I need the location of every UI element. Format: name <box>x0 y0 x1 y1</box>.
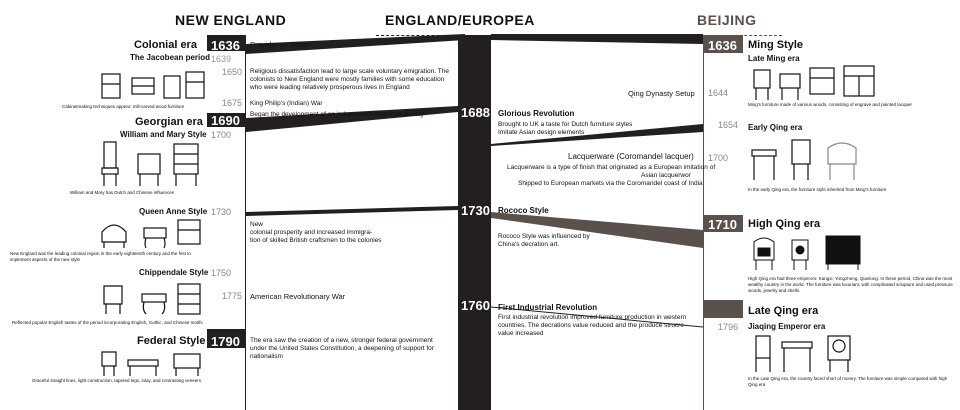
ne-event-revolution: American Revolutionary War <box>250 292 346 301</box>
ne-year-1639: 1639 <box>211 54 232 64</box>
ne-cap-federal: Graceful straight lines, light construction, tapered legs, inlay, and contrasting veneers <box>32 378 202 383</box>
bj-year-1644: 1644 <box>708 88 729 98</box>
bj-year-1636: 1636 <box>708 38 737 53</box>
eu-event-dutch-taste: Brought to UK a taste for Dutch furniture styles <box>498 121 633 128</box>
ne-era-georgian: Georgian era <box>135 116 203 128</box>
furniture-queen-anne-icons <box>98 216 208 250</box>
furniture-high-qing-icons <box>750 234 870 272</box>
eu-event-qing-setup: Qing Dynasty Setup <box>628 89 695 98</box>
eu-event-lacquer-3: Shipped to European markets via the Coromandel coast of India <box>518 180 703 187</box>
furniture-ming-icons <box>750 64 880 102</box>
ne-era-federal: Federal Style <box>137 335 206 347</box>
header-beijing: BEIJING <box>697 12 757 28</box>
ne-cap-jacobean: Cabinetmaking techniques appear: mill-carved wood furniture <box>62 104 185 109</box>
bj-cap-late-qing: In the Late Qing era, the country faced short of money. The furniture was simple compared with high Qing era <box>748 376 948 387</box>
ne-year-1750: 1750 <box>211 268 232 278</box>
ne-year-1675: 1675 <box>222 98 243 108</box>
ne-year-1690: 1690 <box>211 113 240 128</box>
ne-event-emigration: Religious dissatisfaction lead to large scale voluntary emigration. The colonists to New England were mostly families with some education who were leading relatively prosperous lives in England <box>250 68 449 91</box>
header-england-europe: ENGLAND/EUROPEA <box>385 12 535 28</box>
bj-bar-line <box>703 53 704 410</box>
ne-cap-chippendale: Reflected popular English tastes of the period incorporating English, Gothic, and Chinese motifs <box>12 320 203 325</box>
ne-year-1775: 1775 <box>222 291 243 301</box>
bj-sub-early-qing: Early Qing era <box>748 123 803 132</box>
bj-year-1654: 1654 <box>718 120 739 130</box>
furniture-jacobean-icons <box>98 70 208 102</box>
eu-year-1688: 1688 <box>461 105 490 120</box>
ne-cap-queen-anne: New England was the leading colonial region in the early eighteenth century and the first to implement aspects of the new style <box>10 251 191 262</box>
ne-year-1730: 1730 <box>211 207 232 217</box>
bj-year-1700: 1700 <box>708 153 729 163</box>
eu-event-rococo-1: Rococo Style was influenced by <box>498 233 590 240</box>
furniture-federal-icons <box>98 350 208 378</box>
ne-sub-chippendale: Chippendale Style <box>139 268 209 277</box>
bj-era-late-qing: Late Qing era <box>748 305 819 317</box>
eu-event-imitate-asian: Imitate Asian design elements <box>498 129 585 136</box>
eu-event-industrial: First Industrial Revolution <box>498 303 598 312</box>
eu-year-1730: 1730 <box>461 203 490 218</box>
furniture-early-qing-icons <box>750 138 870 184</box>
bj-gap-2 <box>703 232 743 300</box>
bj-year-1790: 1790 <box>708 304 737 319</box>
band-1636-eu-bj <box>491 34 703 44</box>
eu-event-rococo-2: China's decration art. <box>498 241 560 248</box>
bj-gap <box>703 53 743 215</box>
bj-sub-jiaqing: Jiaqing Emperor era <box>748 322 826 331</box>
eu-event-lacquer-2: Asian lacquerwor <box>641 172 691 179</box>
bj-cap-high-qing: High Qing era had three emperors: Kangxi, Yongzheng, Qianlong. In these period, China was the most wealthy country in the world. The furniture was luxuriant, with complicated sclupture and used pressure woods, jewelry and shells. <box>748 276 953 293</box>
eu-event-lacquer-1: Lacquerware is a type of finish that originated as a European imitation of <box>507 164 716 171</box>
ne-event-king-philip: King Philip's (Indian) War <box>250 100 323 107</box>
ne-event-new: New <box>250 221 264 228</box>
band-1730-ne-eu <box>246 206 458 216</box>
eu-event-glorious-revolution: Glorious Revolution <box>498 109 575 118</box>
europe-timeline-bar <box>458 35 491 410</box>
furniture-late-qing-icons <box>750 334 870 374</box>
ne-year-1650: 1650 <box>222 67 243 77</box>
bj-year-1796: 1796 <box>718 322 739 332</box>
ne-event-prosperity: colonial prosperity and increased immigra- <box>250 229 373 236</box>
ne-sub-jacobean: The Jacobean period <box>130 53 211 62</box>
ne-year-1700: 1700 <box>211 130 232 140</box>
bj-era-high-qing: High Qing era <box>748 218 821 230</box>
bj-year-1710: 1710 <box>708 217 737 232</box>
header-new-england: NEW ENGLAND <box>175 12 287 28</box>
ne-year-1790: 1790 <box>211 334 240 349</box>
ne-event-craftsmen: tion of skilled British craftsmen to the colonies <box>250 237 382 244</box>
bj-era-ming: Ming Style <box>748 39 804 51</box>
ne-sub-queen-anne: Queen Anne Style <box>139 207 208 216</box>
bj-sub-late-ming: Late Ming era <box>748 54 800 63</box>
eu-event-rococo: Rococo Style <box>498 206 549 215</box>
ne-event-federal: The era saw the creation of a new, stronger federal government under the United States Constitution, a deepening of support for nationalism <box>250 337 434 360</box>
eu-year-1760: 1760 <box>461 298 490 313</box>
ne-cap-william-mary: William and Mary has Dutch and Chinese influences <box>70 190 175 195</box>
ne-sub-william-mary: William and Mary Style <box>120 130 207 139</box>
bj-cap-ming: Ming's furniture made of various woods, consisting of engrave and painted lacquer <box>748 102 912 107</box>
ne-bar-line <box>245 51 246 410</box>
eu-event-lacquerware-title: Lacquerware (Coromandel lacquer) <box>568 152 694 161</box>
eu-event-industrial-1: First industrial revolution improved furniture production in western countries. The decrations value reduced and the produce strucre value increased <box>498 314 687 337</box>
furniture-chippendale-icons <box>98 282 208 318</box>
furniture-william-mary-icons <box>98 140 208 190</box>
ne-event-identity: Began the development of an independent American identity <box>250 111 424 118</box>
ne-gap-3 <box>207 348 246 410</box>
ne-event-providence: Providence Setup <box>250 40 310 49</box>
ne-year-1636: 1636 <box>211 38 240 53</box>
bj-cap-early-qing: In the early Qing era, the furniture style inherited from Ming's furniture <box>748 187 887 192</box>
ne-era-colonial: Colonial era <box>134 39 197 51</box>
